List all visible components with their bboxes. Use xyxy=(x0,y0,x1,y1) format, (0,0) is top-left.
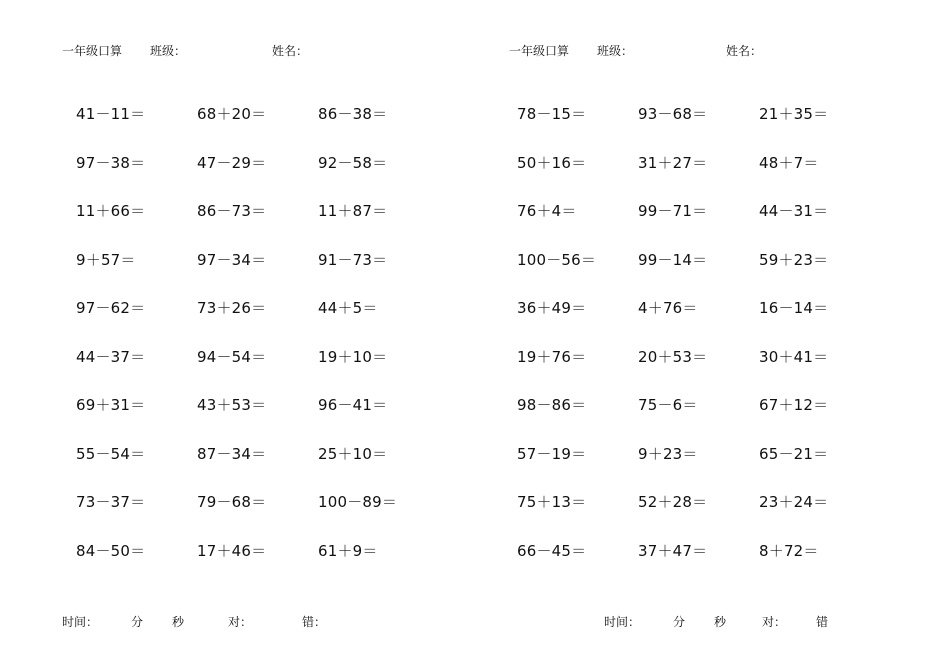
problem: 97－62＝ xyxy=(76,299,146,317)
problem: 87－34＝ xyxy=(197,444,267,463)
second-label: 秒 xyxy=(714,615,727,629)
wrong-label: 错 xyxy=(816,615,829,629)
minute-label: 分 xyxy=(673,615,686,629)
wrong-label: 错： xyxy=(302,615,327,629)
problem: 86－73＝ xyxy=(197,202,267,220)
problem: 36＋49＝ xyxy=(517,299,587,317)
problem: 75－6＝ xyxy=(638,396,698,414)
problem: 41－11＝ xyxy=(76,105,146,123)
time-label: 时间： xyxy=(604,615,641,629)
problem: 76＋4＝ xyxy=(517,202,577,220)
problem: 75＋13＝ xyxy=(517,493,587,511)
problem: 68＋20＝ xyxy=(197,105,267,123)
problem: 79－68＝ xyxy=(197,493,267,511)
problem: 99－14＝ xyxy=(638,250,708,269)
problem: 92－58＝ xyxy=(318,153,388,172)
problem: 44－31＝ xyxy=(759,202,829,220)
problem: 20＋53＝ xyxy=(638,347,708,366)
name-label: 姓名： xyxy=(272,44,309,58)
problem: 96－41＝ xyxy=(318,396,388,414)
problem: 69＋31＝ xyxy=(76,396,146,414)
problem: 66－45＝ xyxy=(517,541,587,560)
problem: 78－15＝ xyxy=(517,105,587,123)
problem: 67＋12＝ xyxy=(759,396,829,414)
problem: 4＋76＝ xyxy=(638,299,698,317)
sheet-title: 一年级口算 xyxy=(509,44,570,58)
problem: 99－71＝ xyxy=(638,202,708,220)
sheet-title: 一年级口算 xyxy=(62,44,123,58)
problem: 100－56＝ xyxy=(517,250,597,269)
problem: 30＋41＝ xyxy=(759,347,829,366)
problem: 44＋5＝ xyxy=(318,299,378,317)
problem: 86－38＝ xyxy=(318,105,388,123)
problem: 55－54＝ xyxy=(76,444,146,463)
problem: 25＋10＝ xyxy=(318,444,388,463)
problem: 52＋28＝ xyxy=(638,493,708,511)
second-label: 秒 xyxy=(172,615,185,629)
problem: 97－38＝ xyxy=(76,153,146,172)
problem: 94－54＝ xyxy=(197,347,267,366)
problem: 57－19＝ xyxy=(517,444,587,463)
problem: 98－86＝ xyxy=(517,396,587,414)
problem: 9＋57＝ xyxy=(76,250,136,269)
minute-label: 分 xyxy=(131,615,144,629)
problem: 11＋66＝ xyxy=(76,202,146,220)
problem: 31＋27＝ xyxy=(638,153,708,172)
problem: 93－68＝ xyxy=(638,105,708,123)
problem: 47－29＝ xyxy=(197,153,267,172)
problem: 37＋47＝ xyxy=(638,541,708,560)
problem: 11＋87＝ xyxy=(318,202,388,220)
time-label: 时间： xyxy=(62,615,99,629)
problem: 9＋23＝ xyxy=(638,444,698,463)
correct-label: 对： xyxy=(762,615,787,629)
problem: 19＋10＝ xyxy=(318,347,388,366)
problem: 17＋46＝ xyxy=(197,541,267,560)
class-label: 班级： xyxy=(150,44,187,58)
problem: 73＋26＝ xyxy=(197,299,267,317)
problem: 48＋7＝ xyxy=(759,153,819,172)
problem: 44－37＝ xyxy=(76,347,146,366)
problem: 61＋9＝ xyxy=(318,541,378,560)
problem: 59＋23＝ xyxy=(759,250,829,269)
problem: 8＋72＝ xyxy=(759,541,819,560)
problem: 50＋16＝ xyxy=(517,153,587,172)
problem: 43＋53＝ xyxy=(197,396,267,414)
problem: 23＋24＝ xyxy=(759,493,829,511)
problem: 73－37＝ xyxy=(76,493,146,511)
problem: 19＋76＝ xyxy=(517,347,587,366)
problem: 91－73＝ xyxy=(318,250,388,269)
problem: 65－21＝ xyxy=(759,444,829,463)
correct-label: 对： xyxy=(228,615,253,629)
problem: 100－89＝ xyxy=(318,493,398,511)
problem: 84－50＝ xyxy=(76,541,146,560)
class-label: 班级： xyxy=(597,44,634,58)
problem: 21＋35＝ xyxy=(759,105,829,123)
problem: 97－34＝ xyxy=(197,250,267,269)
name-label: 姓名： xyxy=(726,44,763,58)
problem: 16－14＝ xyxy=(759,299,829,317)
